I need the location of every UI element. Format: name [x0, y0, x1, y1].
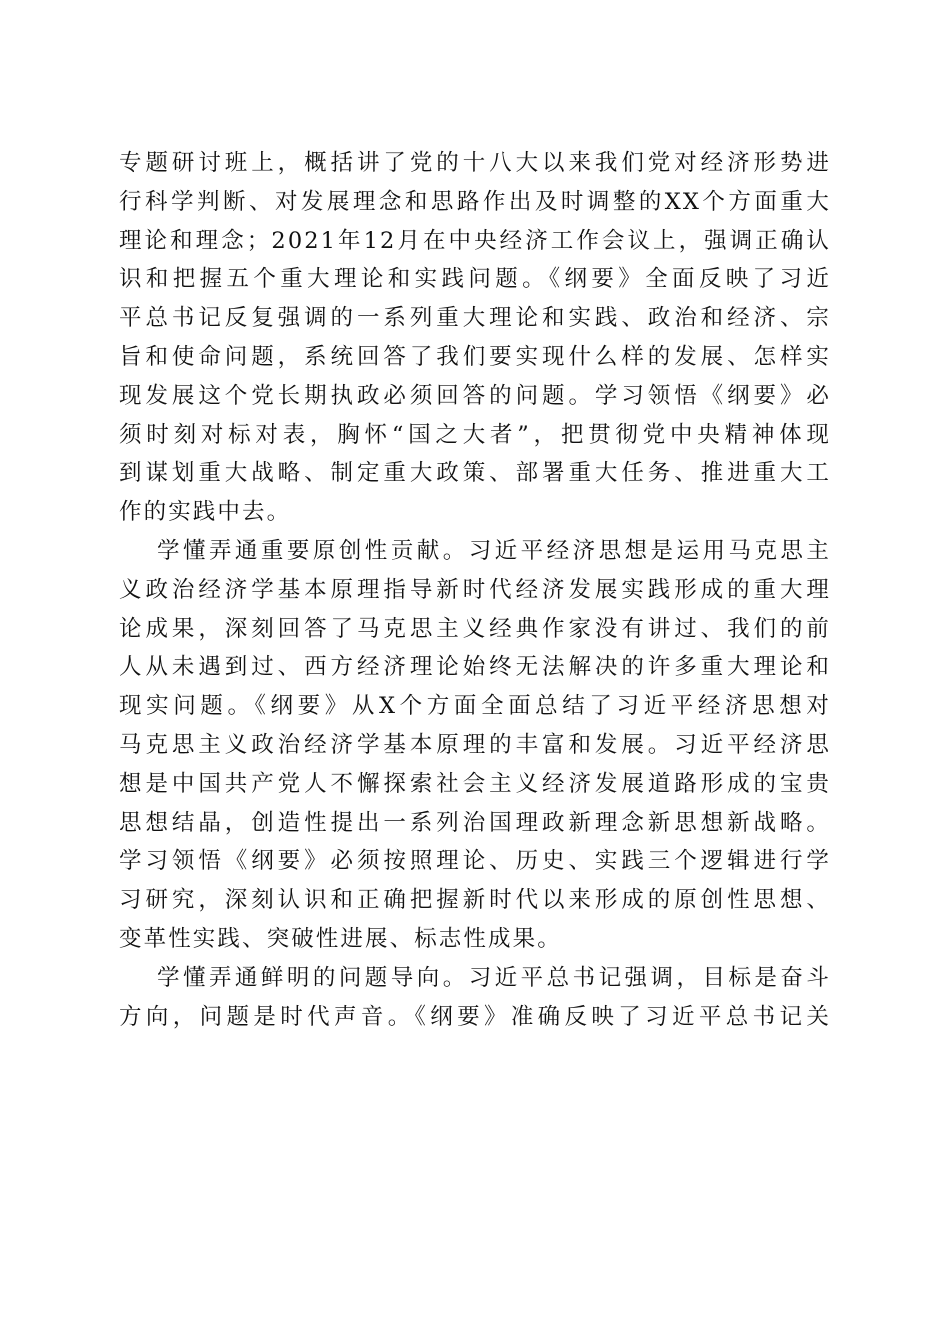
text-line: 识和把握五个重大理论和实践问题。《纲要》全面反映了习近	[119, 266, 831, 293]
text-line: 专题研讨班上，概括讲了党的十八大以来我们党对经济形势进	[119, 150, 831, 176]
text-line: 须时刻对标对表，胸怀“国之大者”，把贯彻党中央精神体现	[119, 421, 831, 448]
text-line: 马克思主义政治经济学基本原理的丰富和发展。习近平经济思	[119, 731, 831, 758]
text-line: 作的实践中去。	[119, 499, 292, 526]
text-line: 论成果，深刻回答了马克思主义经典作家没有讲过、我们的前	[119, 615, 831, 642]
text-line: 学习领悟《纲要》必须按照理论、历史、实践三个逻辑进行学	[119, 848, 831, 875]
text-line: 行科学判断、对发展理念和思路作出及时调整的XX个方面重大	[119, 188, 831, 215]
paragraph-original-contribution	[119, 532, 831, 959]
text-line: 人从未遇到过、西方经济理论始终无法解决的许多重大理论和	[119, 654, 831, 681]
text-line: 学懂弄通重要原创性贡献。习近平经济思想是运用马克思主	[157, 537, 831, 564]
text-line: 变革性实践、突破性进展、标志性成果。	[119, 925, 562, 952]
text-line: 平总书记反复强调的一系列重大理论和实践、政治和经济、宗	[119, 305, 831, 332]
text-line: 方向，问题是时代声音。《纲要》准确反映了习近平总书记关	[119, 1003, 831, 1030]
text-line: 理论和理念；2021年12月在中央经济工作会议上，强调正确认	[119, 227, 831, 254]
text-line: 学懂弄通鲜明的问题导向。习近平总书记强调，目标是奋斗	[157, 964, 831, 991]
text-line: 习研究，深刻认识和正确把握新时代以来形成的原创性思想、	[119, 887, 831, 914]
body-text	[119, 144, 831, 1036]
text-line: 想是中国共产党人不懈探索社会主义经济发展道路形成的宝贵	[119, 770, 831, 797]
text-line: 思想结晶，创造性提出一系列治国理政新理念新思想新战略。	[119, 809, 831, 836]
text-line: 义政治经济学基本原理指导新时代经济发展实践形成的重大理	[119, 576, 831, 603]
text-line: 到谋划重大战略、制定重大政策、部署重大任务、推进重大工	[119, 460, 831, 487]
text-line: 现实问题。《纲要》从X个方面全面总结了习近平经济思想对	[119, 693, 831, 720]
paragraph-continuation	[119, 144, 831, 532]
text-line: 旨和使命问题，系统回答了我们要实现什么样的发展、怎样实	[119, 343, 831, 370]
text-line: 现发展这个党长期执政必须回答的问题。学习领悟《纲要》必	[119, 382, 831, 409]
paragraph-problem-orientation	[119, 959, 831, 1037]
